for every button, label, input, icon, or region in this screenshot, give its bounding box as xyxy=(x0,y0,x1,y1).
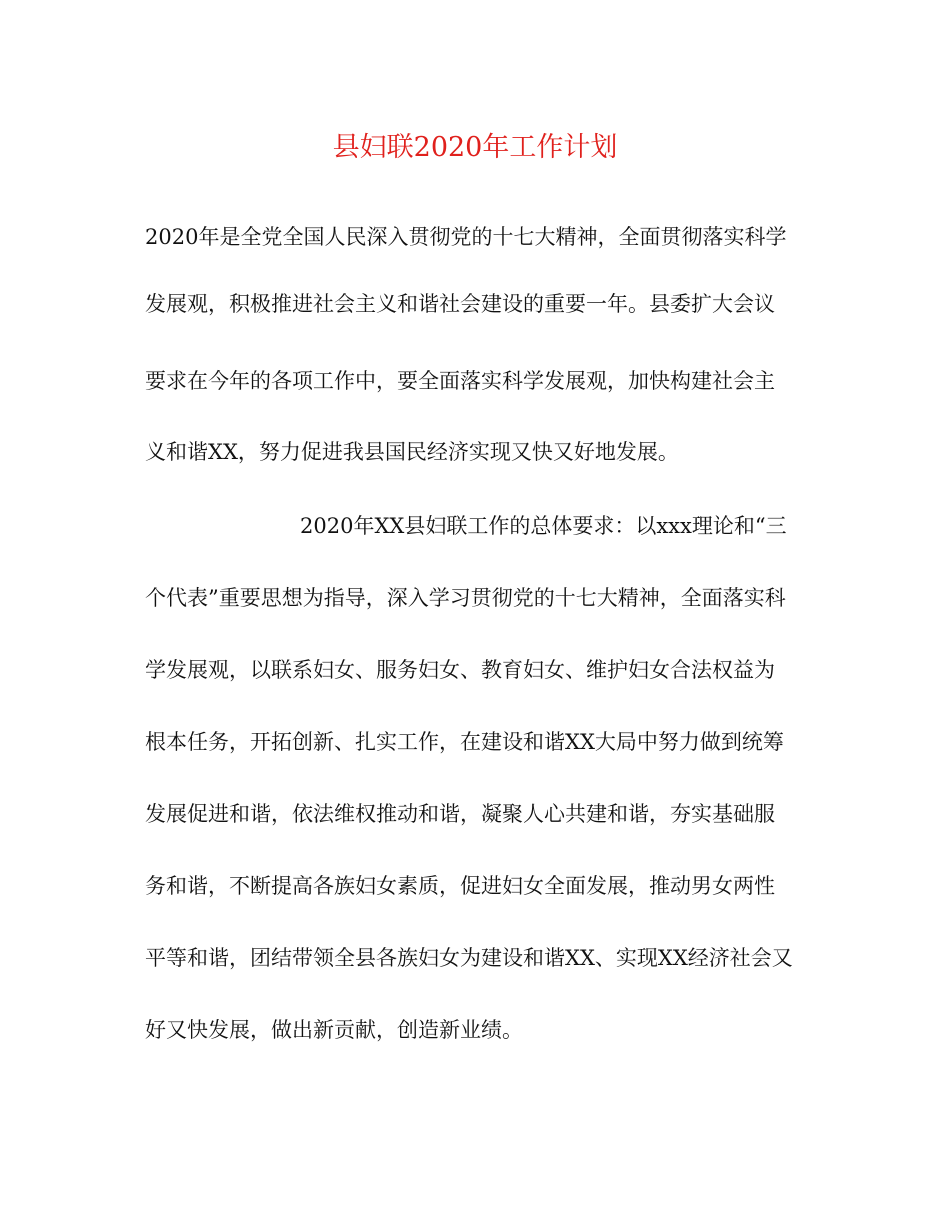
paragraph-2-line-3: 学发展观，以联系妇女、服务妇女、教育妇女、维护妇女合法权益为 xyxy=(145,658,775,682)
paragraph-2-line-7: 平等和谐，团结带领全县各族妇女为建设和谐XX、实现XX经济社会又 xyxy=(145,946,793,970)
paragraph-2-line-1: 2020年XX县妇联工作的总体要求：以xxx理论和“三 xyxy=(300,514,787,538)
paragraph-2-line-4: 根本任务，开拓创新、扎实工作，在建设和谐XX大局中努力做到统筹 xyxy=(145,730,784,754)
paragraph-2-line-2: 个代表”重要思想为指导，深入学习贯彻党的十七大精神，全面落实科 xyxy=(145,586,786,610)
paragraph-2-line-5: 发展促进和谐，依法维权推动和谐，凝聚人心共建和谐，夯实基础服 xyxy=(145,802,775,826)
paragraph-2-line-8: 好又快发展，做出新贡献，创造新业绩。 xyxy=(145,1018,523,1042)
document-title: 县妇联2020年工作计划 xyxy=(332,132,618,163)
paragraph-2-line-6: 务和谐，不断提高各族妇女素质，促进妇女全面发展，推动男女两性 xyxy=(145,874,775,898)
paragraph-1-line-3: 要求在今年的各项工作中，要全面落实科学发展观，加快构建社会主 xyxy=(145,369,775,393)
paragraph-1-line-4: 义和谐XX，努力促进我县国民经济实现又快又好地发展。 xyxy=(145,440,679,464)
paragraph-1-line-1: 2020年是全党全国人民深入贯彻党的十七大精神，全面贯彻落实科学 xyxy=(145,225,787,249)
paragraph-1-line-2: 发展观，积极推进社会主义和谐社会建设的重要一年。县委扩大会议 xyxy=(145,292,775,316)
